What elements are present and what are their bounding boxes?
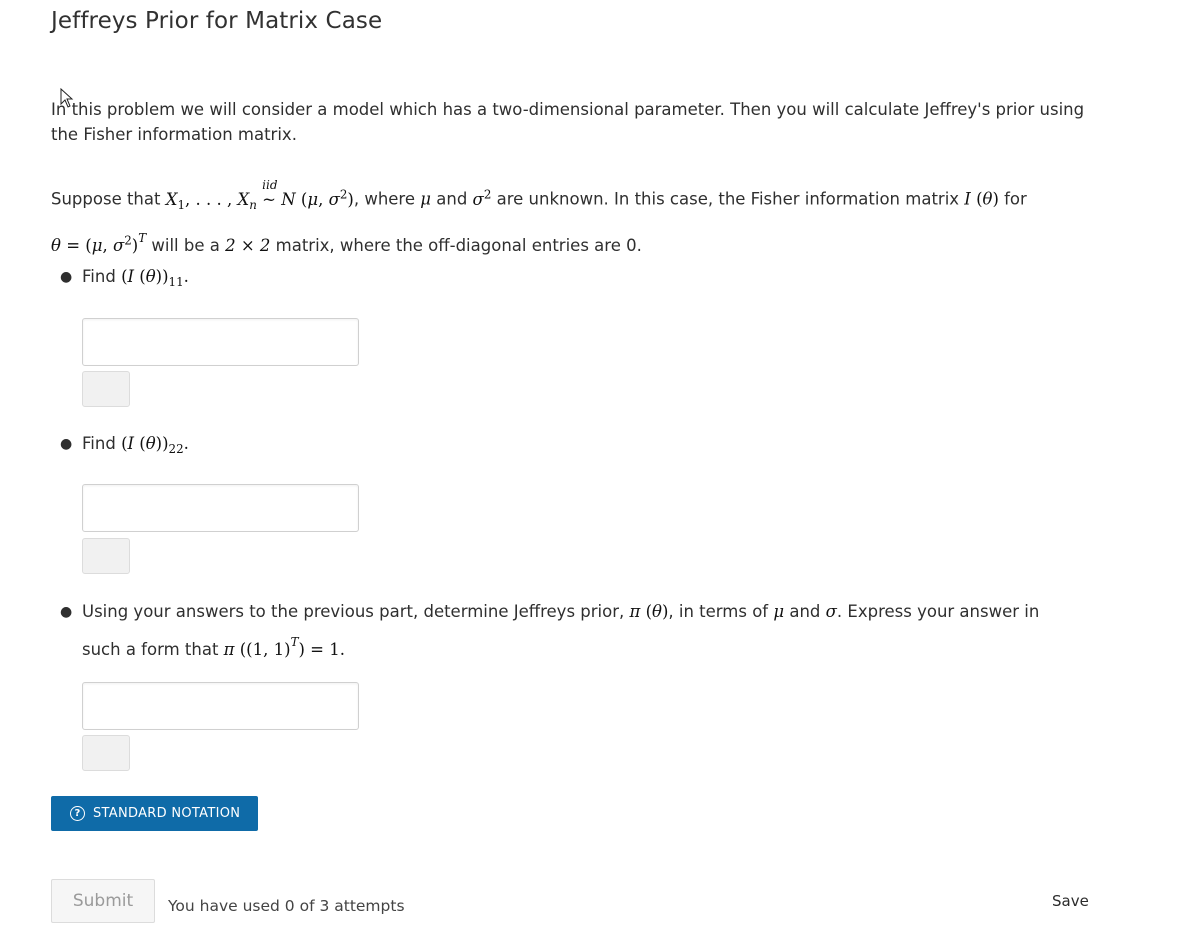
- math-theta: θ = (μ, $\sigma^2)^T$: [51, 230, 147, 255]
- standard-notation-label: STANDARD NOTATION: [93, 806, 241, 821]
- check-button-2[interactable]: [82, 538, 130, 574]
- math-i22: (I $(\theta))_{22}$.: [121, 434, 189, 457]
- math-fisher: I (θ): [964, 189, 999, 209]
- setup-paragraph: Suppose that $X_1$, . . . , $X_n$ iid ~ N (μ, $\sigma^2$), where μ and $\sigma^2$ are unknown. In this case, the Fisher information matrix I (θ) for θ = (μ, $\sigma^2)^T$ will be a 2 × 2 matrix, where the off-diagonal entries are 0.: [51, 177, 1027, 255]
- page-title: Jeffreys Prior for Matrix Case: [51, 8, 383, 34]
- intro-paragraph: In this problem we will consider a model which has a two-dimensional parameter. Then you will calculate Jeffrey's prior using the Fisher information matrix.: [51, 100, 1085, 144]
- check-button-1[interactable]: [82, 371, 130, 407]
- math-normalization: π ((1, 1)$^T$) = 1.: [223, 635, 345, 659]
- math-i11: (I $(\theta))_{11}$.: [121, 267, 189, 290]
- question-part-3: ● Using your answers to the previous part, determine Jeffreys prior, π (θ), in terms of μ and σ. Express your answer in such a form that π ((1, 1)$^T$) = 1.: [60, 602, 1040, 659]
- answer-input-2[interactable]: [82, 484, 359, 532]
- attempts-counter: You have used 0 of 3 attempts: [168, 897, 405, 915]
- standard-notation-button[interactable]: [51, 796, 258, 831]
- math-normal: N (μ, $\sigma^2$): [281, 187, 354, 209]
- question-part-1: ● Find (I $(\theta))_{11}$.: [60, 267, 189, 290]
- check-button-3[interactable]: [82, 735, 130, 771]
- submit-button[interactable]: Submit: [51, 879, 155, 923]
- math-sample: $X_1$, . . . , $X_n$: [165, 189, 257, 212]
- math-iid: iid ~: [262, 177, 278, 209]
- question-circle-icon: ?: [70, 806, 85, 821]
- save-button[interactable]: Save: [1052, 892, 1089, 910]
- answer-input-3[interactable]: [82, 682, 359, 730]
- question-part-2: ● Find (I $(\theta))_{22}$.: [60, 434, 189, 457]
- answer-input-1[interactable]: [82, 318, 359, 366]
